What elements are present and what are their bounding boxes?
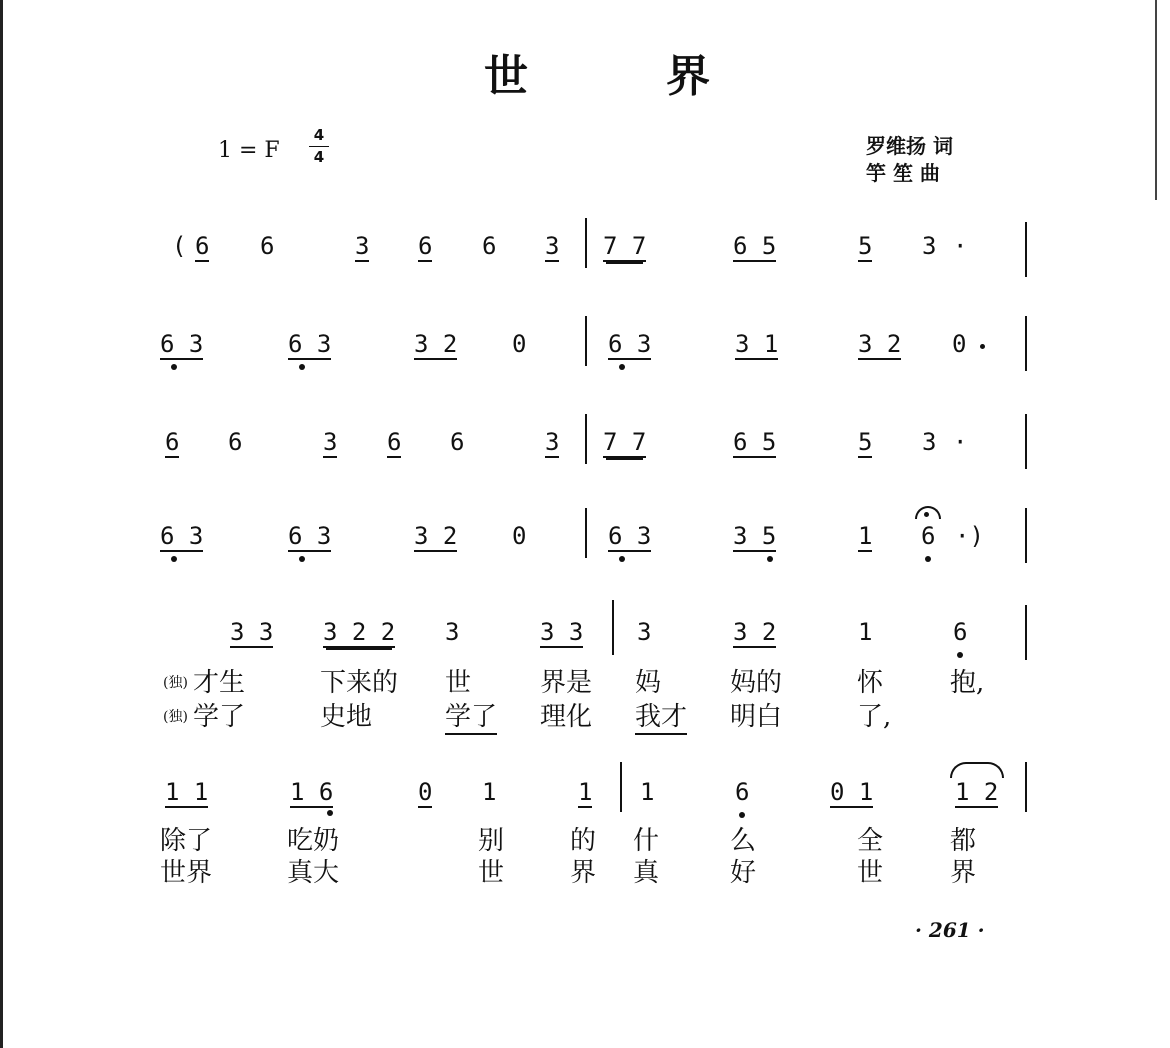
- bar-line: [585, 414, 587, 464]
- note: 0 1: [830, 778, 874, 806]
- augmentation-dot: ·: [953, 428, 968, 456]
- time-sig-top: 4: [313, 126, 325, 144]
- lyric-syllable: 除了: [160, 826, 213, 856]
- lyric-syllable: 明白: [730, 702, 783, 732]
- note: 6: [482, 232, 497, 260]
- lower-octave-dot: [619, 556, 625, 562]
- fermata-dot: [924, 512, 929, 517]
- note: 3 5: [733, 522, 777, 550]
- note: 6 3: [288, 522, 332, 550]
- title-char-1: 世: [484, 51, 528, 102]
- note: 7 7: [603, 232, 647, 260]
- lyric-syllable: 界: [950, 858, 977, 888]
- note: 3 2: [414, 522, 458, 550]
- key-signature: 1 = F: [218, 138, 280, 163]
- note: 3: [922, 232, 937, 260]
- lyric-syllable: 的: [570, 826, 597, 856]
- note: 3: [922, 428, 937, 456]
- note: 6: [165, 428, 180, 456]
- augmentation-dot: ·: [953, 232, 968, 260]
- note: 1: [578, 778, 593, 806]
- lyric-syllable: 世: [857, 858, 884, 888]
- lyric-syllable: 什: [633, 826, 660, 856]
- lyric-syllable: 史地: [320, 702, 373, 732]
- note: 6 3: [608, 522, 652, 550]
- note: 6 3: [160, 330, 204, 358]
- lyric-syllable: 全: [857, 826, 884, 856]
- bar-line: [585, 218, 587, 268]
- note: 6: [735, 778, 750, 806]
- lower-octave-dot: [299, 556, 305, 562]
- bar-line: [585, 508, 587, 558]
- note: 6 3: [160, 522, 204, 550]
- title-char-2: 界: [666, 51, 710, 102]
- note: 3: [545, 232, 560, 260]
- lyric-syllable: 么: [730, 826, 757, 856]
- lower-octave-dot: [925, 556, 931, 562]
- note: 3 2: [414, 330, 458, 358]
- note: 5: [858, 232, 873, 260]
- note: 3: [355, 232, 370, 260]
- lyric-syllable: 我才: [635, 696, 687, 735]
- note: 3 2: [733, 618, 777, 646]
- tie-icon: [950, 762, 1004, 778]
- note: 3: [545, 428, 560, 456]
- time-signature: [309, 126, 329, 167]
- lyric-syllable: 了,: [857, 702, 892, 732]
- lyric-syllable: 世: [445, 668, 472, 698]
- note: 1: [858, 618, 873, 646]
- lower-octave-dot: [739, 812, 745, 818]
- note: 6 5: [733, 428, 777, 456]
- lyric-syllable: 才生: [193, 668, 246, 698]
- lyric-syllable: 真大: [287, 858, 340, 888]
- lyric-syllable: 学了: [445, 696, 497, 735]
- note: 6: [418, 232, 433, 260]
- lyric-syllable: 下来的: [320, 668, 399, 698]
- bar-line: [1025, 316, 1027, 371]
- lyricist-credit: 罗维扬 词: [866, 134, 953, 158]
- bar-line: [1025, 414, 1027, 469]
- note: 6 3: [288, 330, 332, 358]
- page-number: · 261 ·: [915, 918, 985, 942]
- bar-line: [1025, 762, 1027, 812]
- lower-octave-dot: [767, 556, 773, 562]
- note: 1 6: [290, 778, 334, 806]
- bar-line: [1025, 605, 1027, 660]
- note: 6: [195, 232, 210, 260]
- lyric-syllable: 都: [950, 826, 977, 856]
- note: 1: [858, 522, 873, 550]
- note: 3 2: [858, 330, 902, 358]
- note: 6 3: [608, 330, 652, 358]
- note: 3 3: [540, 618, 584, 646]
- page-left-edge: [0, 0, 3, 1048]
- bar-line: [585, 316, 587, 366]
- note: 0: [418, 778, 433, 806]
- note: 3 3: [230, 618, 274, 646]
- bar-line: [1025, 222, 1027, 277]
- lyric-syllable: 妈: [635, 668, 662, 698]
- lyric-syllable: 别: [478, 826, 505, 856]
- note: 0: [512, 522, 527, 550]
- note: 3: [445, 618, 460, 646]
- solo-marker: (独): [163, 709, 188, 725]
- solo-marker: (独): [163, 675, 188, 691]
- note: 1: [482, 778, 497, 806]
- lyric-syllable: 妈的: [730, 668, 783, 698]
- note: 6 5: [733, 232, 777, 260]
- lower-octave-dot: [619, 364, 625, 370]
- note: 6: [450, 428, 465, 456]
- note: 6: [953, 618, 968, 646]
- lyric-syllable: 真: [633, 858, 660, 888]
- bar-line: [1025, 508, 1027, 563]
- note: 1 2: [955, 778, 999, 806]
- note: 3: [323, 428, 338, 456]
- lower-octave-dot: [171, 556, 177, 562]
- note: 3: [637, 618, 652, 646]
- note: 3 2 2: [323, 618, 396, 646]
- note: 1: [640, 778, 655, 806]
- augmentation-dot: [980, 344, 985, 349]
- song-title: [0, 40, 1170, 110]
- bar-line: [620, 762, 622, 812]
- lyric-syllable: 世: [478, 858, 505, 888]
- note: 5: [858, 428, 873, 456]
- time-sig-bottom: 4: [313, 148, 325, 166]
- lyric-syllable: 学了: [193, 702, 246, 732]
- note: 7 7: [603, 428, 647, 456]
- lyric-syllable: 抱,: [950, 668, 985, 698]
- lower-octave-dot: [327, 810, 333, 816]
- lyric-syllable: 界是: [540, 668, 593, 698]
- lyric-syllable: 理化: [540, 702, 593, 732]
- paren-open: (: [172, 232, 187, 260]
- lower-octave-dot: [299, 364, 305, 370]
- lyric-syllable: 好: [730, 858, 757, 888]
- composer-credit: 竽 笙 曲: [866, 161, 940, 185]
- bar-line: [612, 600, 614, 655]
- note: 6: [921, 522, 936, 550]
- note: 0: [512, 330, 527, 358]
- note: 3 1: [735, 330, 779, 358]
- note: 6: [387, 428, 402, 456]
- lower-octave-dot: [957, 652, 963, 658]
- paren-close: ·): [955, 522, 984, 550]
- note: 1 1: [165, 778, 209, 806]
- note: 6: [228, 428, 243, 456]
- note: 0: [952, 330, 967, 358]
- lyric-syllable: 怀: [857, 668, 884, 698]
- lyric-syllable: 界: [570, 858, 597, 888]
- lower-octave-dot: [171, 364, 177, 370]
- lyric-syllable: 吃奶: [287, 826, 340, 856]
- lyric-syllable: 世界: [160, 858, 213, 888]
- note: 6: [260, 232, 275, 260]
